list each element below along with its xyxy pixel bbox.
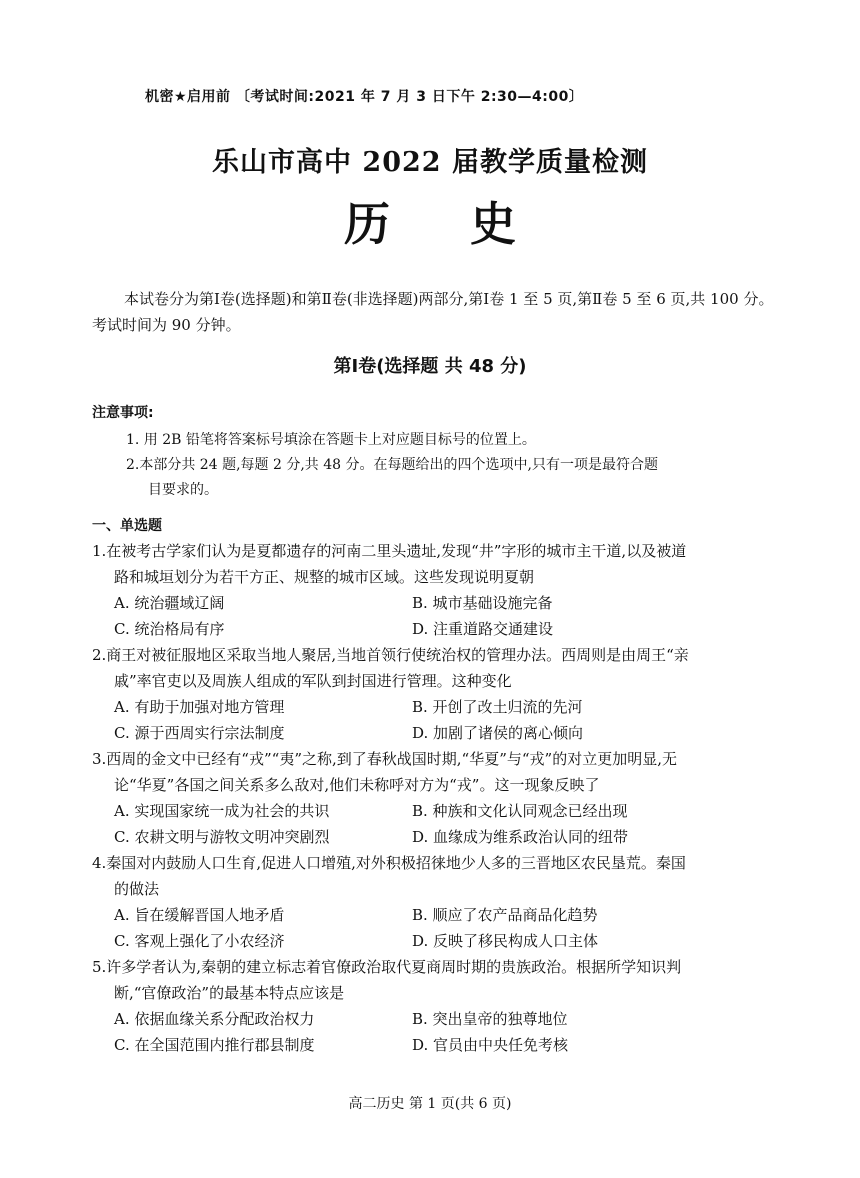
question-stem [92,954,792,1006]
option-a: A. 统治疆域辽阔 [114,594,225,612]
question-stem-line: 3.西周的金文中已经有“戎”“夷”之称,到了春秋战国时期,“华夏”与“戎”的对立更加明显,无 [92,750,677,768]
question-stem-line: 5.许多学者认为,秦朝的建立标志着官僚政治取代夏商周时期的贵族政治。根据所学知识判 [92,958,682,976]
option-b: B. 开创了改土归流的先河 [412,698,583,716]
option-d: D. 血缘成为维系政治认同的纽带 [412,828,629,846]
question-stem-continuation: 断,“官僚政治”的最基本特点应该是 [114,984,345,1002]
option-d: D. 反映了移民构成人口主体 [412,932,599,950]
notice-list [126,428,786,503]
option-c: C. 农耕文明与游牧文明冲突剧烈 [114,828,330,846]
question-3 [92,746,792,850]
option-b: B. 顺应了农产品商品化趋势 [412,906,598,924]
option-d: D. 官员由中央任免考核 [412,1036,569,1054]
option-b: B. 城市基础设施完备 [412,594,553,612]
option-c: C. 客观上强化了小农经济 [114,932,285,950]
exam-introduction: 本试卷分为第Ⅰ卷(选择题)和第Ⅱ卷(非选择题)两部分,第Ⅰ卷 1 至 5 页,第Ⅱ卷 5 至 6 页,共 100 分。考试时间为 90 分钟。 [92,290,774,334]
option-row [92,1032,792,1058]
question-list [92,538,792,1058]
page-footer: 高二历史 第 1 页(共 6 页) [348,1096,512,1112]
notice-item-text: 1. 用 2B 铅笔将答案标号填涂在答题卡上对应题目标号的位置上。 [126,432,536,448]
option-a: A. 旨在缓解晋国人地矛盾 [114,906,285,924]
option-row [92,720,792,746]
notice-item [126,453,786,503]
option-row [92,694,792,720]
option-a: A. 实现国家统一成为社会的共识 [114,802,330,820]
option-c: C. 在全国范围内推行郡县制度 [114,1036,315,1054]
confidential-exam-time: 机密★启用前 〔考试时间:2021 年 7 月 3 日下午 2:30—4:00〕 [145,89,584,105]
question-stem-continuation: 的做法 [114,880,160,898]
option-row [92,824,792,850]
option-row [92,902,792,928]
exam-title: 乐山市高中 2022 届教学质量检测 [212,147,648,178]
question-stem [92,538,792,590]
option-row [92,616,792,642]
question-stem-continuation: 论“华夏”各国之间关系多么敌对,他们未称呼对方为“戎”。这一现象反映了 [114,776,600,794]
question-2 [92,642,792,746]
option-b: B. 种族和文化认同观念已经出现 [412,802,628,820]
option-b: B. 突出皇帝的独尊地位 [412,1010,568,1028]
part-heading: 一、单选题 [92,518,162,534]
question-stem-line: 4.秦国对内鼓励人口生育,促进人口增殖,对外积极招徕地少人多的三晋地区农民垦荒。秦国 [92,854,686,872]
question-stem [92,746,792,798]
option-d: D. 加剧了诸侯的离心倾向 [412,724,584,742]
option-c: C. 源于西周实行宗法制度 [114,724,285,742]
section-title: 第Ⅰ卷(选择题 共 48 分) [333,356,527,377]
option-row [92,798,792,824]
question-5 [92,954,792,1058]
option-c: C. 统治格局有序 [114,620,225,638]
option-d: D. 注重道路交通建设 [412,620,554,638]
question-1 [92,538,792,642]
question-stem-continuation: 路和城垣划分为若干方正、规整的城市区域。这些发现说明夏朝 [114,568,535,586]
notice-item-text: 2.本部分共 24 题,每题 2 分,共 48 分。在每题给出的四个选项中,只有一项是最符合题 [126,457,658,473]
subject-title: 历史 [344,197,596,251]
option-a: A. 依据血缘关系分配政治权力 [114,1010,315,1028]
question-stem [92,850,792,902]
question-stem-continuation: 戚”率官吏以及周族人组成的军队到封国进行管理。这种变化 [114,672,512,690]
question-4 [92,850,792,954]
question-stem-line: 2.商王对被征服地区采取当地人聚居,当地首领行使统治权的管理办法。西周则是由周王“亲 [92,646,689,664]
option-row [92,928,792,954]
option-row [92,590,792,616]
question-stem-line: 1.在被考古学家们认为是夏都遗存的河南二里头遗址,发现“井”字形的城市主干道,以及被道 [92,542,687,560]
notice-heading: 注意事项: [92,405,154,421]
option-row [92,1006,792,1032]
option-a: A. 有助于加强对地方管理 [114,698,285,716]
notice-item-continuation: 目要求的。 [148,482,218,498]
question-stem [92,642,792,694]
notice-item [126,428,786,453]
